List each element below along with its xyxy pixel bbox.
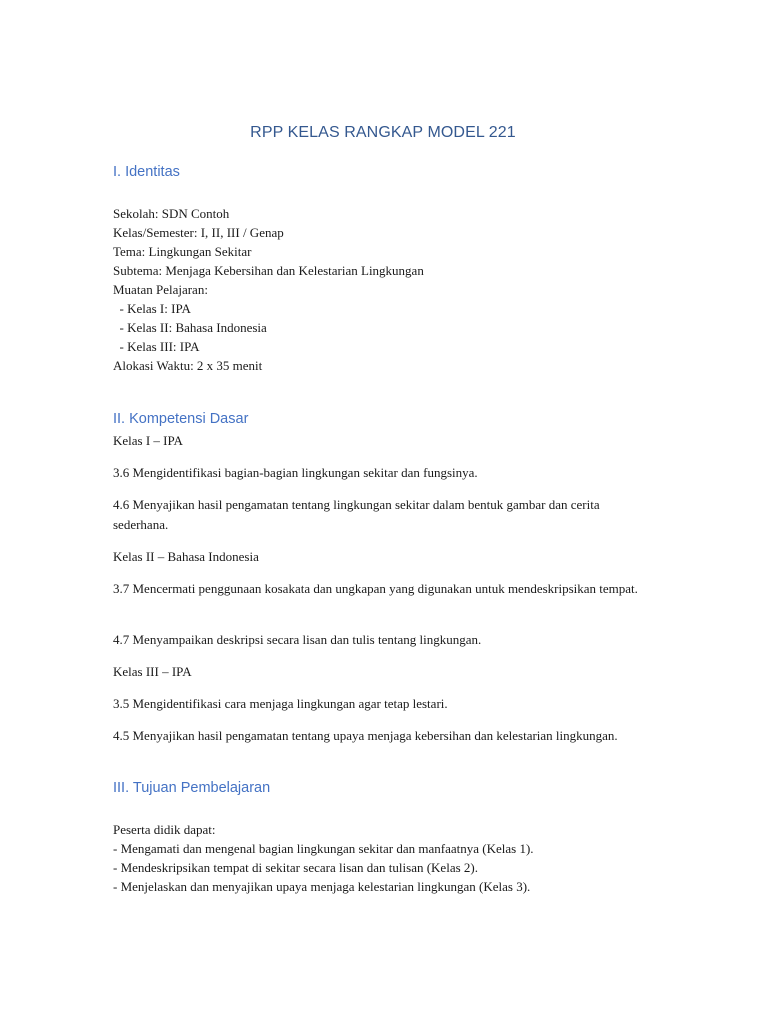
tujuan-line: - Mengamati dan mengenal bagian lingkungan sekitar dan manfaatnya (Kelas 1). [113, 841, 534, 856]
kompetensi-paragraph: Kelas II – Bahasa Indonesia [113, 549, 259, 564]
tujuan-line: - Mendeskripsikan tempat di sekitar secara lisan dan tulisan (Kelas 2). [113, 860, 478, 875]
kompetensi-paragraph: 3.7 Mencermati penggunaan kosakata dan ungkapan yang digunakan untuk mendeskripsikan tempat. [113, 581, 638, 596]
kompetensi-paragraph: 4.5 Menyajikan hasil pengamatan tentang upaya menjaga kebersihan dan kelestarian lingkungan. [113, 728, 618, 743]
section-heading-tujuan-pembelajaran: III. Tujuan Pembelajaran [113, 780, 271, 796]
section-heading-identitas: I. Identitas [113, 164, 180, 180]
section-heading-kompetensi-dasar: II. Kompetensi Dasar [113, 411, 249, 427]
tujuan-line: - Menjelaskan dan menyajikan upaya menjaga kelestarian lingkungan (Kelas 3). [113, 879, 531, 894]
identitas-line: Kelas/Semester: I, II, III / Genap [113, 225, 284, 240]
document-title: RPP KELAS RANGKAP MODEL 221 [250, 124, 516, 141]
identitas-line: Alokasi Waktu: 2 x 35 menit [113, 358, 263, 373]
kompetensi-paragraph: 3.6 Mengidentifikasi bagian-bagian lingkungan sekitar dan fungsinya. [113, 465, 478, 480]
identitas-line: - Kelas III: IPA [113, 339, 200, 354]
identitas-line: - Kelas II: Bahasa Indonesia [113, 320, 267, 335]
kompetensi-paragraph: Kelas III – IPA [113, 664, 192, 679]
identitas-line: Muatan Pelajaran: [113, 282, 208, 297]
kompetensi-paragraph: 4.7 Menyampaikan deskripsi secara lisan dan tulis tentang lingkungan. [113, 632, 482, 647]
kompetensi-paragraph: 4.6 Menyajikan hasil pengamatan tentang lingkungan sekitar dalam bentuk gambar dan cerita sederhana. [113, 497, 600, 532]
kompetensi-paragraph: 3.5 Mengidentifikasi cara menjaga lingkungan agar tetap lestari. [113, 696, 448, 711]
identitas-line: Sekolah: SDN Contoh [113, 206, 230, 221]
kompetensi-paragraph: Kelas I – IPA [113, 433, 183, 448]
identitas-line: Subtema: Menjaga Kebersihan dan Kelestarian Lingkungan [113, 263, 424, 278]
tujuan-line: Peserta didik dapat: [113, 822, 216, 837]
identitas-line: Tema: Lingkungan Sekitar [113, 244, 252, 259]
identitas-line: - Kelas I: IPA [113, 301, 191, 316]
